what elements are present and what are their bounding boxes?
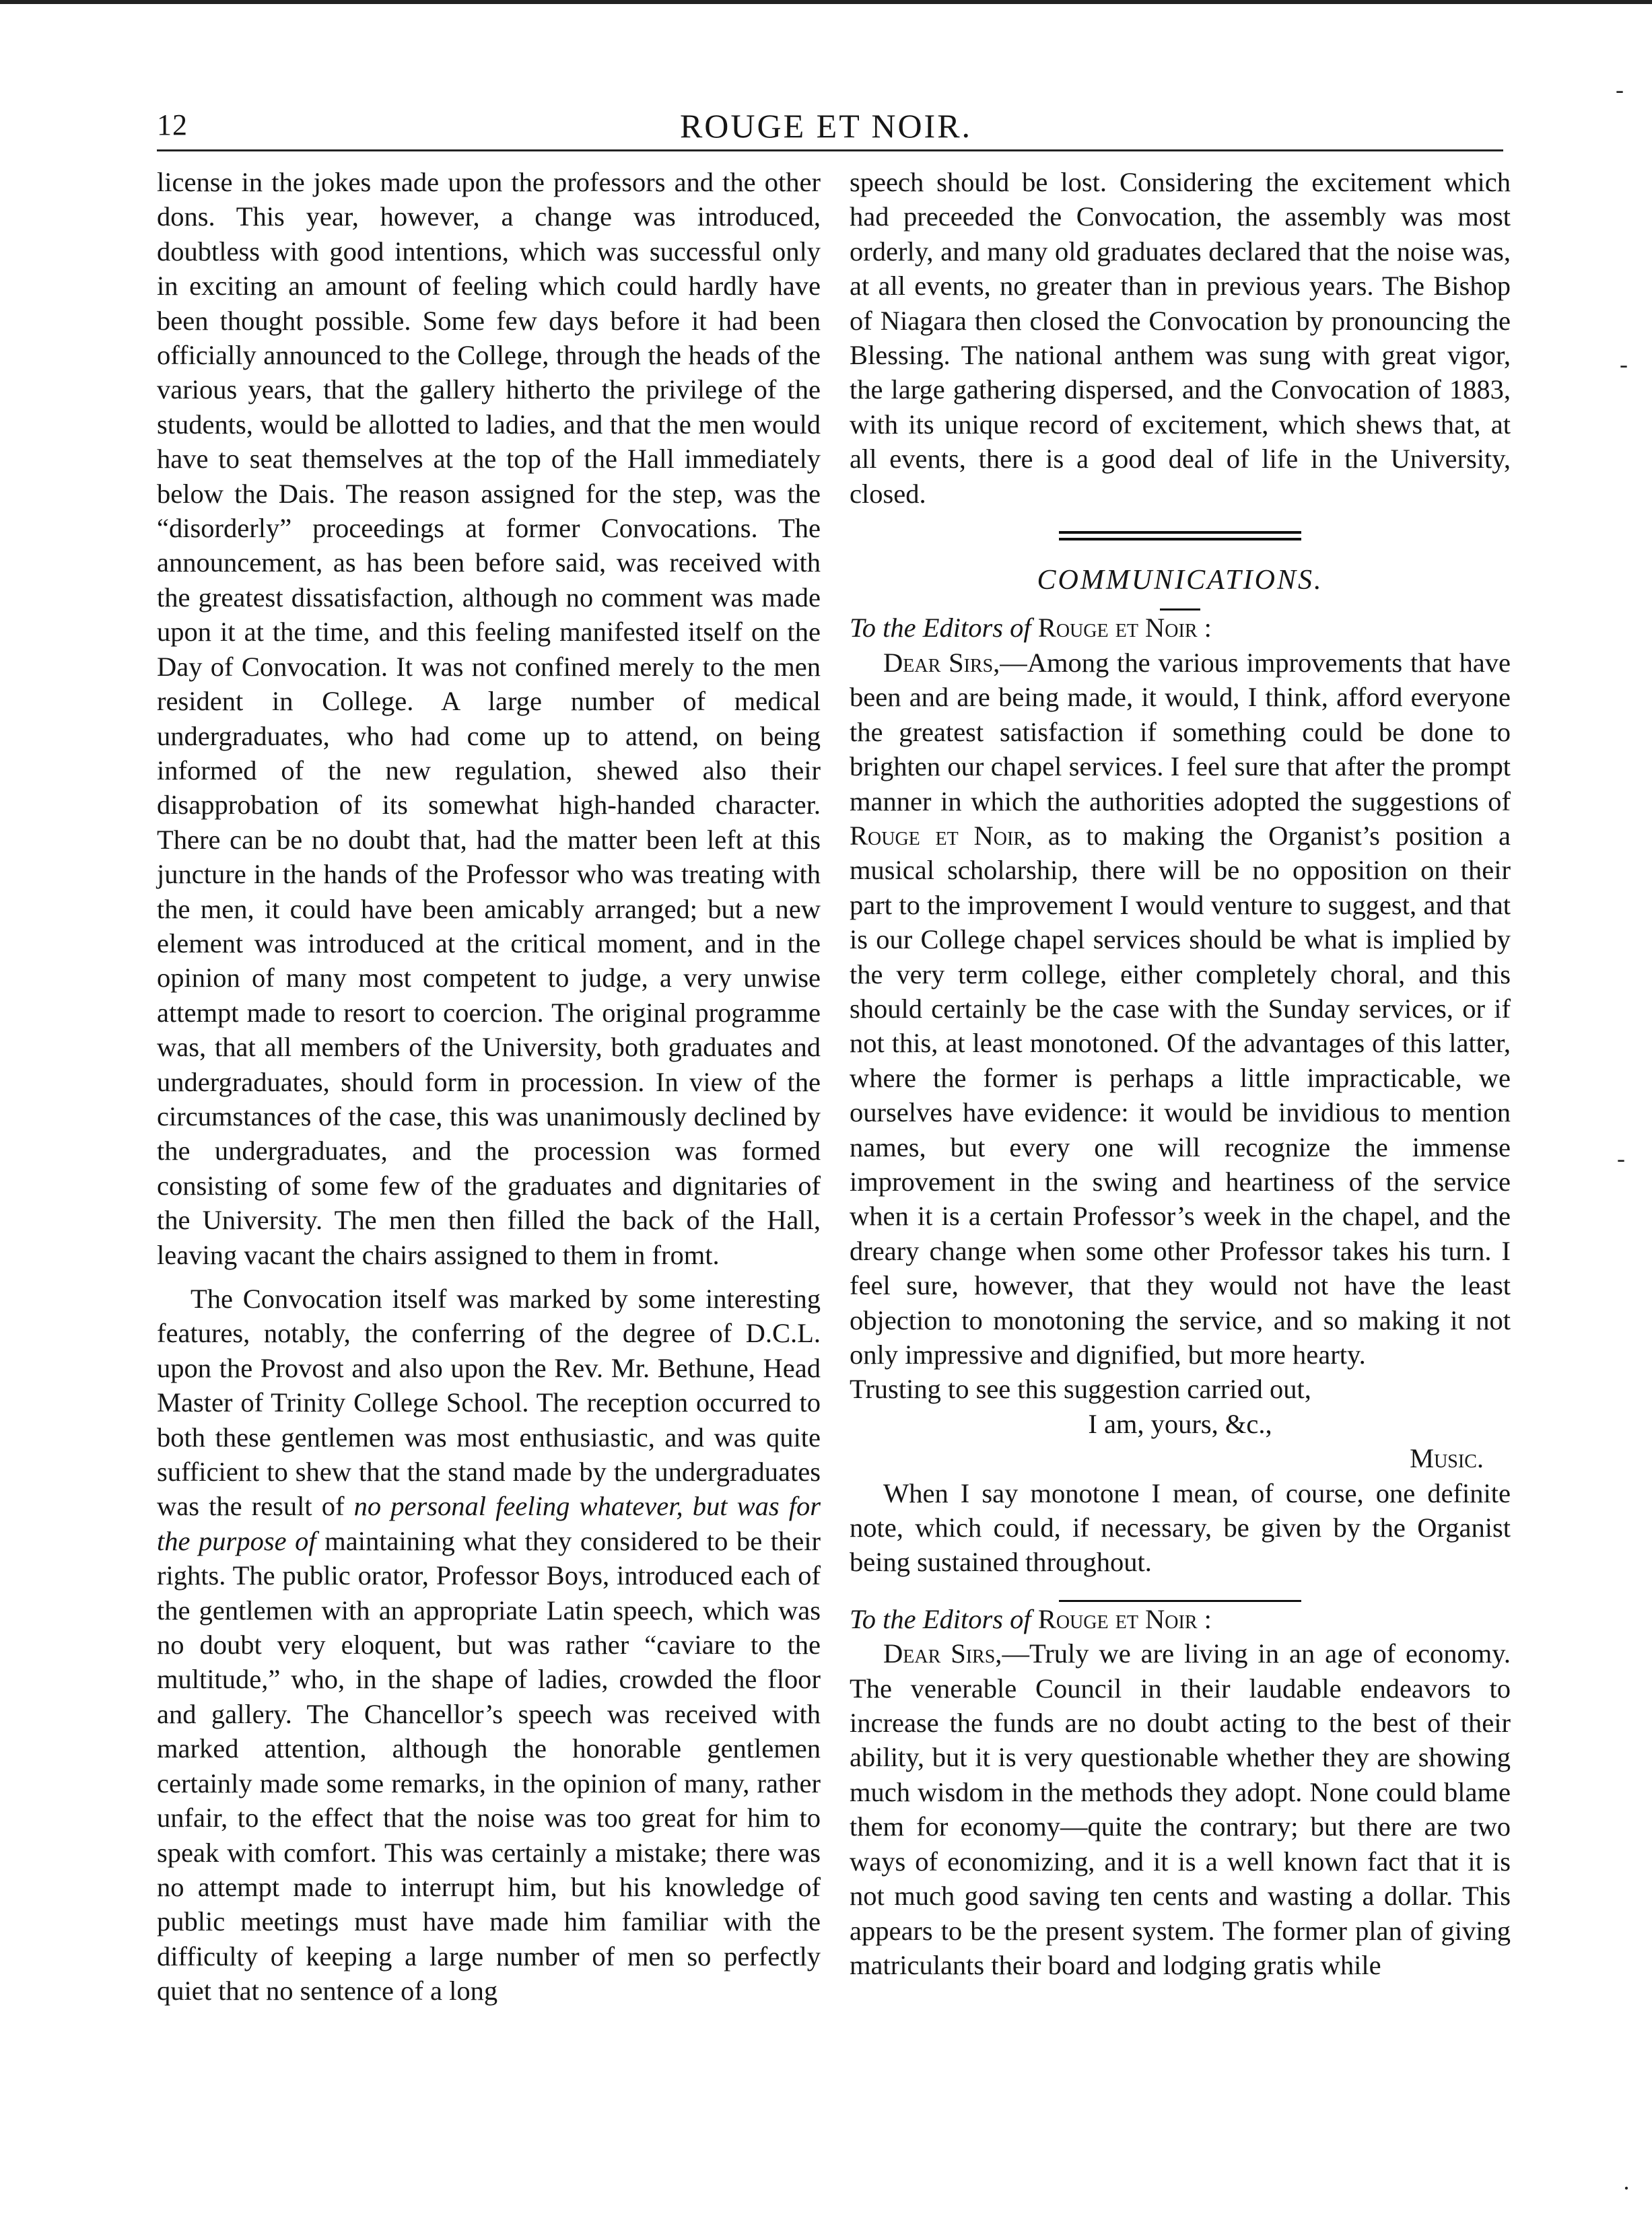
letter-opening: Dear Sirs,	[883, 1638, 1002, 1669]
page-number: 12	[157, 108, 188, 141]
margin-mark: -	[1620, 351, 1628, 378]
letter-salutation	[850, 610, 1511, 645]
header-rule	[157, 149, 1503, 151]
left-column	[157, 165, 821, 2009]
margin-mark: -	[1616, 76, 1624, 103]
letter-postscript: When I say monotone I mean, of course, one definite note, which could, if necessary, be given by the Organist being sustained throughout.	[850, 1477, 1511, 1578]
section-title: COMMUNICATIONS.	[1037, 565, 1323, 596]
salutation-colon: :	[1204, 1603, 1212, 1634]
salutation-colon: :	[1204, 613, 1212, 643]
margin-mark: ·	[1622, 2175, 1630, 2202]
letter-body	[850, 645, 1511, 1372]
letter-text: , as to making the Organist’s position a musical scholarship, there will be no opposition on their part to the improvement I would venture to suggest, and that is our College chapel services should be what is implied by the very term college, either completely choral, and this should certainly be the case with the Sunday services, or if not this, at least monotoned. Of the advantages of this latter, where the former is perhaps a little impracticable, we ourselves have evidence: it would be invidious to mention names, but every one will recognize the immense improvement in the swing and heartiness of the service when it is a certain Professor’s week in the chapel, and the dreary change when some other Professor takes his turn. I feel sure, however, that they would not have the least objection to monotoning the service, and so making it not only impressive and dignified, but more hearty.	[850, 820, 1511, 1370]
letter-text: —Among the various improvements that have been and are being made, it would, I think, afford everyone the greatest satisfaction if something could be done to brighten our chapel services. I feel sure that after the prompt manner in which the authorities adopted the suggestions of	[850, 647, 1511, 816]
salutation-text: To the Editors of	[850, 613, 1031, 643]
salutation-text: To the Editors of	[850, 1603, 1031, 1634]
paper-name: Rouge et Noir	[1037, 613, 1198, 643]
double-rule	[1059, 531, 1301, 540]
letter-valediction: I am, yours, &c.,	[1088, 1408, 1272, 1439]
letter-salutation	[850, 1602, 1511, 1636]
paper-name: Rouge et Noir	[1037, 1603, 1198, 1634]
running-title: ROUGE ET NOIR.	[679, 107, 973, 145]
letter-text: —Truly we are living in an age of economy. The venerable Council in their laudable endeavors to increase the funds are no doubt acting to the best of their ability, but it is very questionable whether they are showing much wisdom in the methods they adopt. None could blame them for economy—quite the contrary; but there are two ways of economizing, and it is a well known fact that it is not much good saving ten cents and wasting a dollar. This appears to be the present system. The former plan of giving matriculants their board and lodging gratis while	[850, 1638, 1511, 1980]
paper-name: Rouge et Noir	[850, 820, 1026, 851]
paragraph-convocation-close: speech should be lost. Considering the excitement which had preceeded the Convocation, the assembly was most orderly, and many old graduates declared that the noise was, at all events, no greater than in previous years. The Bishop of Niagara then closed the Convocation by pronouncing the Blessing. The national anthem was sung with great vigor, the large gathering dispersed, and the Convocation of 1883, with its unique record of excitement, which shews that, at all events, there is a good deal of life in the University, closed.	[850, 167, 1511, 509]
paragraph-text: maintaining what they considered to be their rights. The public orator, Professor Boys, introduced each of the gentlemen with an appropriate Latin speech, which was no doubt very eloquent, but was rather “caviare to the multitude,” who, in the shape of ladies, crowded the floor and gallery. The Chancellor’s speech was received with marked attention, although the honorable gentlemen certainly made some remarks, in the opinion of many, rather unfair, to the effect that the noise was too great for him to speak with comfort. This was certainly a mistake; there was no attempt made to interrupt him, but his knowledge of public meetings must have made him familiar with the difficulty of keeping a large number of men so perfectly quiet that no sentence of a long	[157, 1525, 821, 2006]
letter-opening: Dear Sirs,	[883, 647, 1000, 678]
paragraph-text: The Convocation itself was marked by some interesting features, notably, the conferring of the degree of D.C.L. upon the Provost and also upon the Rev. Mr. Bethune, Head Master of Trinity College School. The reception occurred to both these gentlemen was most enthusiastic, and was quite sufficient to shew that the stand made by the undergraduates was the result of	[157, 1284, 821, 1522]
right-column	[850, 165, 1511, 1982]
italic-phrase: no personal feeling whatever, but was for the purpose of	[157, 1491, 821, 1556]
margin-mark: -	[1617, 1145, 1625, 1172]
paragraph-convocation-gallery: license in the jokes made upon the professors and the other dons. This year, however, a change was introduced, doubtless with good intentions, which was successful only in exciting an amount of feeling which could hardly have been thought possible. Some few days before it had been officially announced to the College, through the heads of the various years, that the gallery hitherto the privilege of the students, would be allotted to ladies, and that the men would have to seat themselves at the top of the Hall immediately below the Dais. The reason assigned for the step, was the “disorderly” proceedings at former Convocations. The announcement, as has been before said, was received with the greatest dissatisfaction, although no comment was made upon it at the time, and this feeling manifested itself on the Day of Convocation. It was not confined merely to the men resident in College. A large number of medical undergraduates, who had come up to attend, on being informed of the new regulation, shewed also their disapprobation of its somewhat high-handed character. There can be no doubt that, had the matter been left at this juncture in the hands of the Professor who was treating with the men, it could have been amicably arranged; but a new element was introduced at the critical moment, and in the opinion of many most competent to judge, a very unwise attempt made to resort to coercion. The original programme was, that all members of the University, both graduates and undergraduates, should form in procession. In view of the circumstances of the case, this was unanimously declined by the undergraduates, and the procession was formed consisting of some few of the graduates and dignitaries of the University. The men then filled the back of the Hall, leaving vacant the chairs assigned to them in fromt.	[157, 167, 821, 1270]
paragraph-convocation-features	[157, 1282, 821, 2009]
letter-body	[850, 1636, 1511, 1982]
letter-signature: Music.	[1410, 1443, 1484, 1474]
top-border-rule	[0, 0, 1652, 11]
letter-closing: Trusting to see this suggestion carried out,	[850, 1374, 1311, 1405]
